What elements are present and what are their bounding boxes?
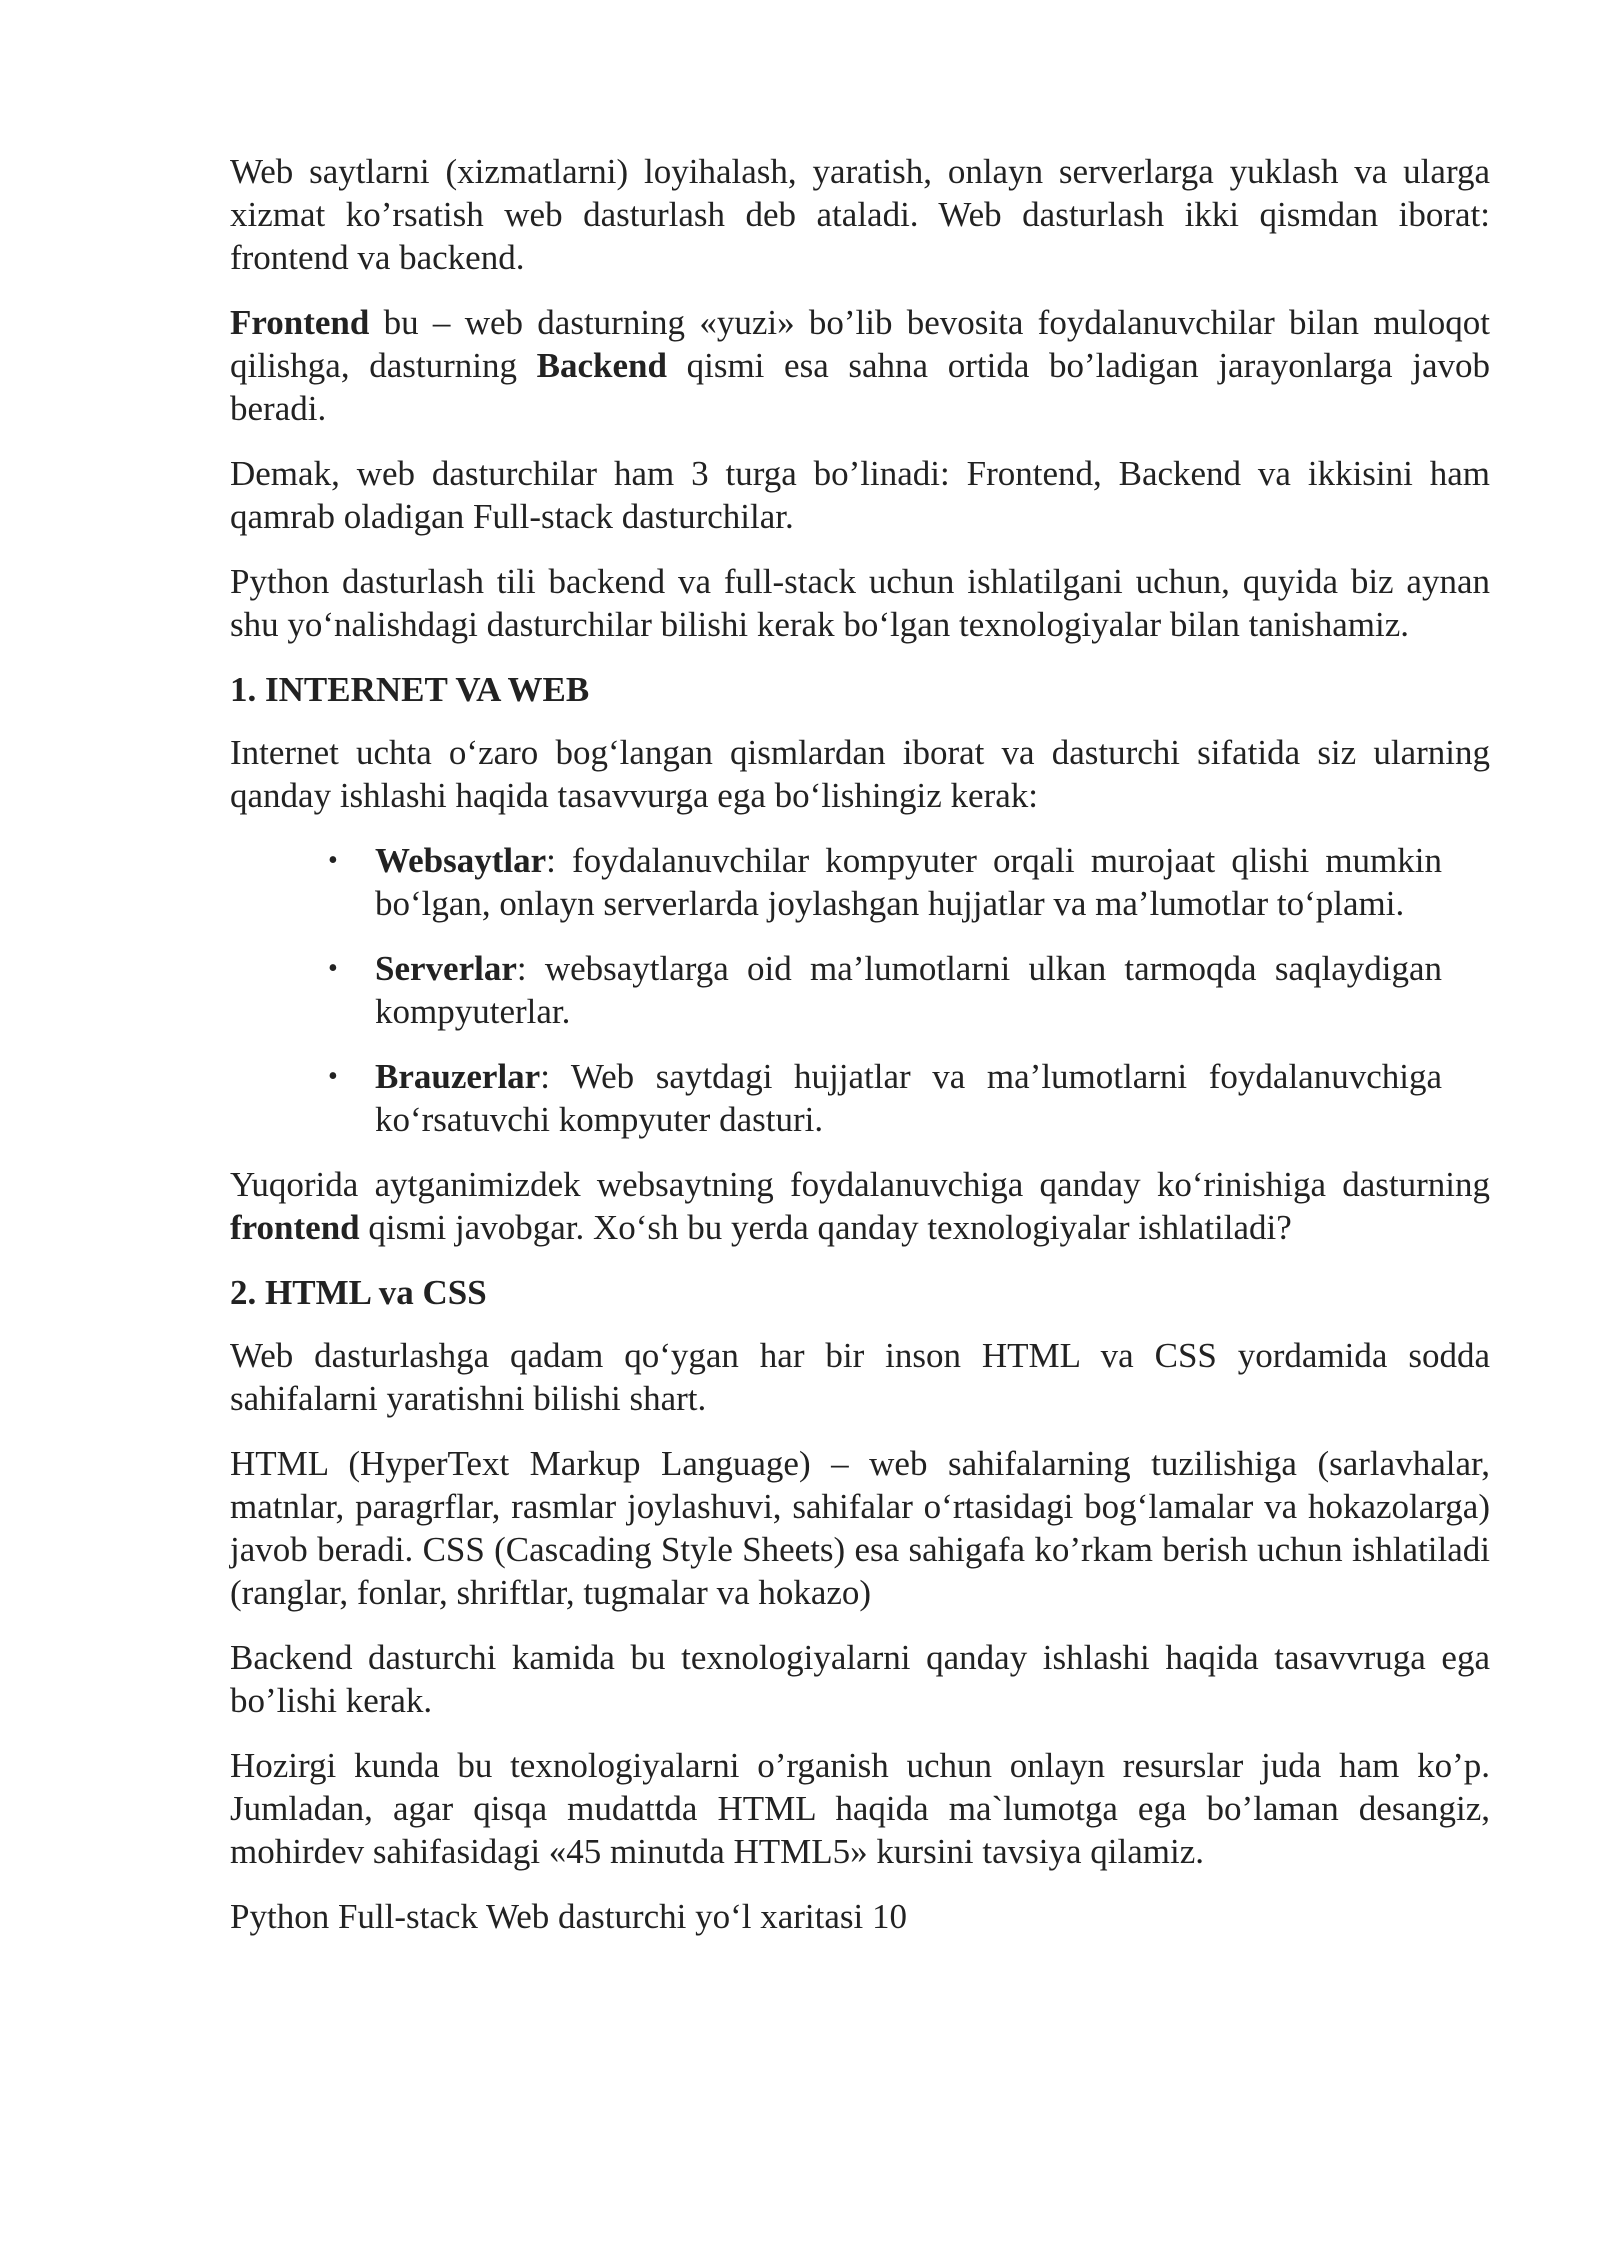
internet-intro-paragraph: Internet uchta o‘zaro bog‘langan qismlardan iborat va dasturchi sifatida siz ularning qanday ishlashi haqida tasavvurga ega bo‘lishingiz kerak: bbox=[230, 733, 1490, 815]
section-heading-internet-web: 1. INTERNET VA WEB bbox=[230, 670, 590, 709]
list-item bbox=[328, 947, 1442, 1033]
resources-paragraph: Hozirgi kunda bu texnologiyalarni o’rganish uchun onlayn resurslar juda ham ko’p. Jumladan, agar qisqa mudattda HTML haqida ma`lumotga ega bo’laman desangiz, mohirdev sahifasidagi «45 minutda HTML5» kursini tavsiya qilamiz. bbox=[230, 1746, 1490, 1871]
intro-paragraph: Web saytlarni (xizmatlarni) loyihalash, yaratish, onlayn serverlarga yuklash va ularga xizmat ko’rsatish web dasturlash deb ataladi. Web dasturlash ikki qismdan iborat: frontend va backend. bbox=[230, 152, 1490, 277]
list-item-text: : Web saytdagi hujjatlar va ma’lumotlarni foydalanuvchiga ko‘rsatuvchi kompyuter dasturi. bbox=[375, 1057, 1442, 1139]
frontend-question-paragraph: Yuqorida aytganimizdek websaytning foydalanuvchiga qanday ko‘rinishiga dasturning frontend qismi javobgar. Xo‘sh bu yerda qanday texnologiyalar ishlatiladi? bbox=[230, 1165, 1490, 1247]
list-item-term: Brauzerlar bbox=[375, 1057, 541, 1096]
bullet-icon: • bbox=[328, 1061, 338, 1092]
list-item bbox=[328, 839, 1442, 925]
list-item-text: : foydalanuvchilar kompyuter orqali murojaat qlishi mumkin bo‘lgan, onlayn serverlarda joylashgan hujjatlar va ma’lumotlar to‘plami. bbox=[375, 841, 1442, 923]
bullet-icon: • bbox=[328, 845, 338, 876]
list-item-term: Serverlar bbox=[375, 949, 517, 988]
backend-term: Backend bbox=[536, 346, 667, 385]
developer-types-paragraph: Demak, web dasturchilar ham 3 turga bo’linadi: Frontend, Backend va ikkisini ham qamrab oladigan Full-stack dasturchilar. bbox=[230, 454, 1490, 536]
html-css-definition-paragraph: HTML (HyperText Markup Language) – web sahifalarning tuzilishiga (sarlavhalar, matnlar, paragrflar, rasmlar joylashuvi, sahifalar o‘rtasidagi bog‘lamalar va hokazolarga) javob beradi. CSS (Cascading Style Sheets) esa sahigafa ko’rkam berish uchun ishlatiladi (ranglar, fonlar, shriftlar, tugmalar va hokazo) bbox=[230, 1444, 1490, 1612]
backend-knowledge-paragraph: Backend dasturchi kamida bu texnologiyalarni qanday ishlashi haqida tasavvruga ega bo’lishi kerak. bbox=[230, 1638, 1490, 1720]
frontend-backend-paragraph: Frontend bu – web dasturning «yuzi» bo’lib bevosita foydalanuvchilar bilan muloqot qilishga, dasturning Backend qismi esa sahna ortida bo’ladigan jarayonlarga javob beradi. bbox=[230, 303, 1490, 428]
frontend-term-inline: frontend bbox=[230, 1208, 360, 1247]
list-item-term: Websaytlar bbox=[375, 841, 547, 880]
list-item-text: : websaytlarga oid ma’lumotlarni ulkan tarmoqda saqlaydigan kompyuterlar. bbox=[375, 949, 1442, 1031]
list-item bbox=[328, 1055, 1442, 1141]
document-page bbox=[230, 150, 1490, 1960]
frontend-term: Frontend bbox=[230, 303, 370, 342]
section-heading-html-css: 2. HTML va CSS bbox=[230, 1273, 487, 1312]
page-footer: Python Full-stack Web dasturchi yo‘l xaritasi 10 bbox=[230, 1897, 907, 1936]
internet-parts-list bbox=[230, 839, 1490, 1141]
html-css-intro-paragraph: Web dasturlashga qadam qo‘ygan har bir inson HTML va CSS yordamida sodda sahifalarni yaratishni bilishi shart. bbox=[230, 1336, 1490, 1418]
bullet-icon: • bbox=[328, 953, 338, 984]
python-paragraph: Python dasturlash tili backend va full-stack uchun ishlatilgani uchun, quyida biz aynan shu yo‘nalishdagi dasturchilar bilishi kerak bo‘lgan texnologiyalar bilan tanishamiz. bbox=[230, 562, 1490, 644]
